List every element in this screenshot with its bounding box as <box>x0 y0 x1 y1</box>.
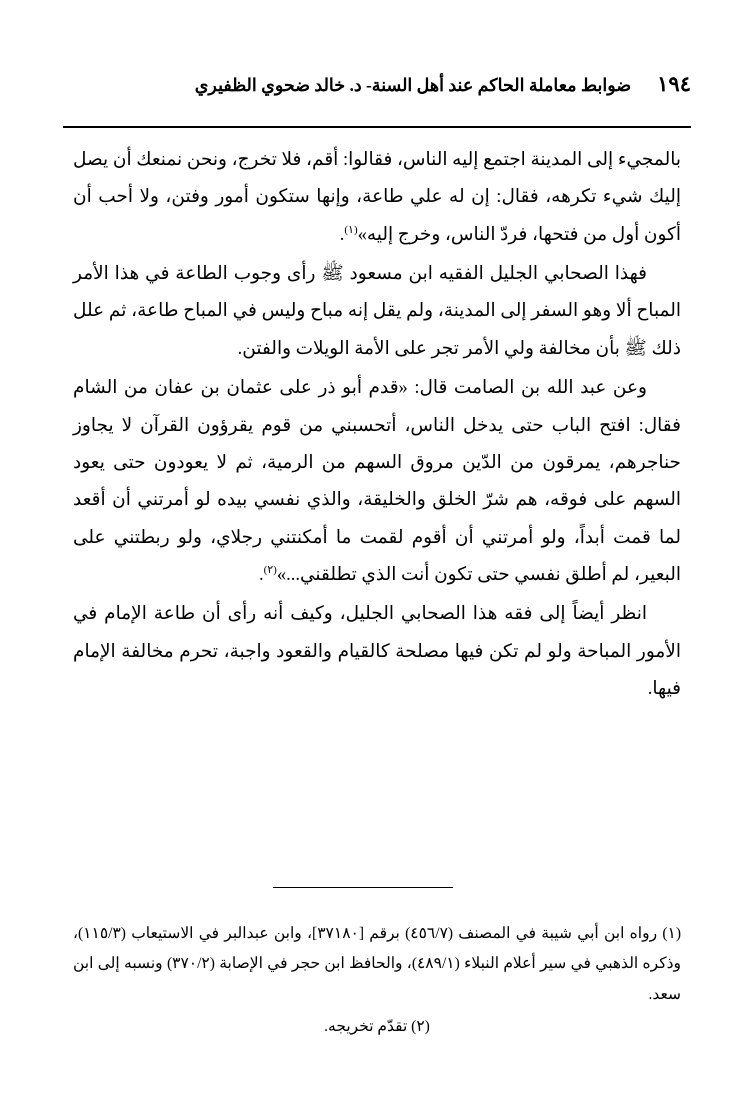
footnote-1: (١) رواه ابن أبي شيبة في المصنف (٤٥٦/٧) برقم [٣٧١٨٠]، وابن عبدالبر في الاستيعاب (١١٥/٣)، وذكره الذهبي في سير أعلام النبلاء (٤٨٩/١)، والحافظ ابن حجر في الإصابة (٣٧٠/٢) ونسبه إلى ابن سعد. <box>73 925 681 1003</box>
page-number: ١٩٤ <box>657 72 691 96</box>
paragraph-1-text: بالمجيء إلى المدينة اجتمع إليه الناس، فقالوا: أقم، فلا تخرج، ونحن نمنعك أن يصل إليك شيء تكرهه، فقال: إن له علي طاعة، وإنها ستكون أمور وفتن، ولا أحب أن أكون أول من فتحها، فردّ الناس، وخرج إليه» <box>73 150 681 245</box>
running-title: ضوابط معاملة الحاكم عند أهل السنة- د. خالد ضحوي الظفيري <box>194 75 632 95</box>
footnote-marker-1: (١) <box>344 223 358 236</box>
footnote-2: (٢) تقدّم تخريجه. <box>324 1017 430 1035</box>
footnote-marker-2: (٢) <box>263 563 277 576</box>
paragraph-2-text: فهذا الصحابي الجليل الفقيه ابن مسعود ﷺ رأى وجوب الطاعة في هذا الأمر المباح ألا وهو السفر إلى المدينة، ولم يقل إنه مباح وليس في المباح طاعة، ثم علل ذلك ﷺ بأن مخالفة ولي الأمر تجر على الأمة الويلات والفتن. <box>73 264 681 359</box>
paragraph-4-text: انظر أيضاً إلى فقه هذا الصحابي الجليل، وكيف أنه رأى أن طاعة الإمام في الأمور المباحة ولو لم تكن فيها مصلحة كالقيام والقعود واجبة، تحرم مخالفة الإمام فيها. <box>73 604 681 700</box>
header-divider <box>63 126 691 128</box>
paragraph-2 <box>73 256 681 368</box>
body-text <box>73 142 681 710</box>
page-header <box>62 72 691 97</box>
footnote-area <box>73 919 681 1042</box>
paragraph-1: بالمجيء إلى المدينة اجتمع إليه الناس، فقالوا: أقم، فلا تخرج، ونحن نمنعك أن يصل إليك شيء تكرهه، فقال: إن له علي طاعة، وإنها ستكون أمور وفتن، ولا أحب أن أكون أول من فتحها، فردّ الناس، وخرج إليه»$^{(١)}$. <box>73 150 681 245</box>
paragraph-4 <box>73 596 681 708</box>
footnote-divider <box>273 887 453 889</box>
paragraph-3: وعن عبد الله بن الصامت قال: «قدم أبو ذر على عثمان بن عفان من الشام فقال: افتح الباب حتى يدخل الناس، أتحسبني من قوم يقرؤون القرآن لا يجاوز حناجرهم، يمرقون من الدّين مروق السهم من الرمية، ثم لا يعودون حتى يعود السهم على فوقه، هم شرّ الخلق والخليقة، والذي نفسي بيده لو أمرتني أن أقعد لما قمت أبداً، ولو أمرتني أن أقوم لقمت ما أمكنتني رجلاي، ولو ربطتني على البعير، لم أطلق نفسي حتى تكون أنت الذي تطلقني...»$^{(٢)}$. <box>73 378 681 585</box>
paragraph-3-text: وعن عبد الله بن الصامت قال: «قدم أبو ذر على عثمان بن عفان من الشام فقال: افتح الباب حتى يدخل الناس، أتحسبني من قوم يقرؤون القرآن لا يجاوز حناجرهم، يمرقون من الدّين مروق السهم من الرمية، ثم لا يعودون حتى يعود السهم على فوقه، هم شرّ الخلق والخليقة، والذي نفسي بيده لو أمرتني أن أقعد لما قمت أبداً، ولو أمرتني أن أقوم لقمت ما أمكنتني رجلاي، ولو ربطتني على البعير، لم أطلق نفسي حتى تكون أنت الذي تطلقني...» <box>73 378 681 585</box>
